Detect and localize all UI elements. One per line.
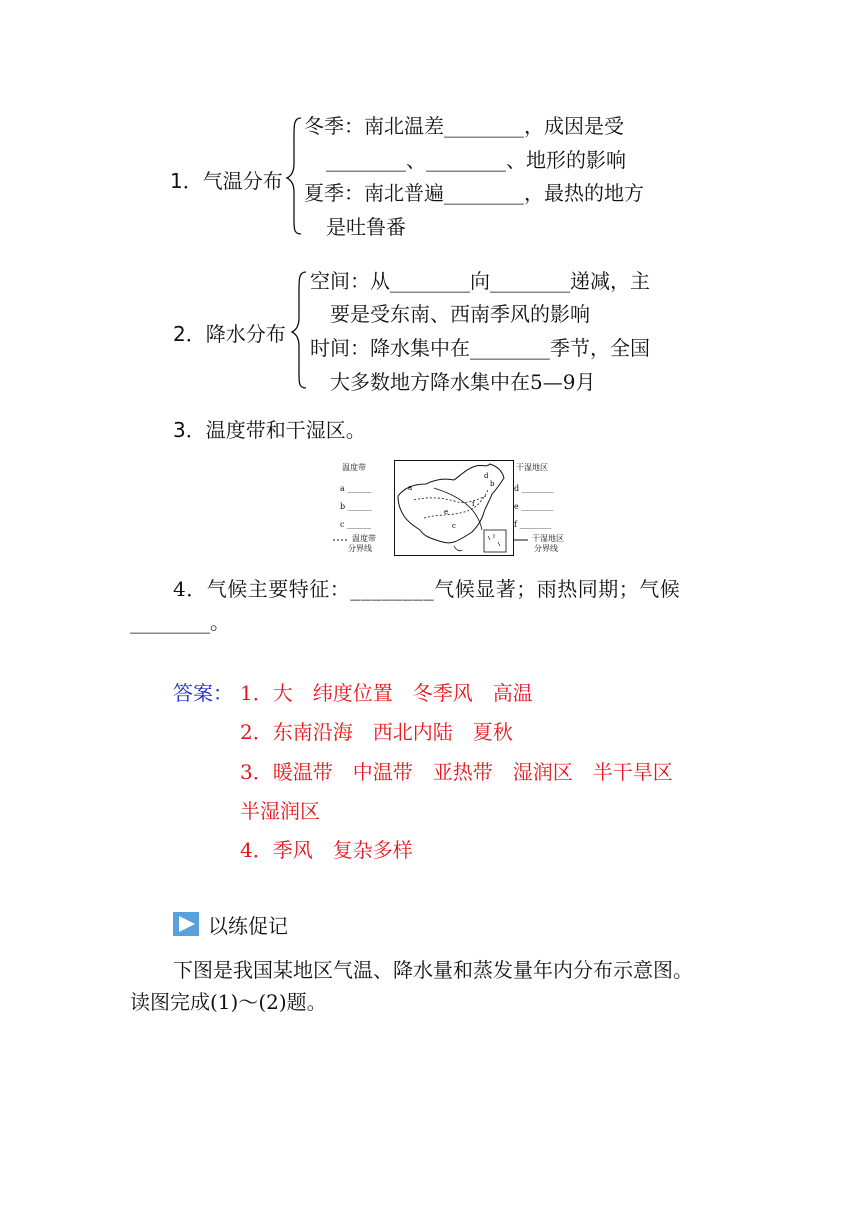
section2-title: 2．降水分布: [173, 322, 286, 346]
section1-title: 1．气温分布: [170, 169, 283, 193]
map-right-title: 干湿地区: [516, 463, 548, 472]
section3-title: 3．温度带和干湿区。: [173, 418, 366, 442]
section1-brace: [285, 116, 303, 236]
map-left-legend-dash: [333, 538, 347, 542]
practice-line1: 下图是我国某地区气温、降水量和蒸发量年内分布示意图。: [173, 958, 693, 982]
map-left-item-b: b ______: [340, 502, 372, 511]
map-right-legend-1: 干湿地区: [532, 534, 564, 543]
section1-line4: 是吐鲁番: [326, 215, 406, 239]
section1-line2: ________、________、地形的影响: [326, 148, 626, 172]
map-letter-b: b: [490, 480, 495, 488]
map-right-item-e: e ________: [514, 502, 554, 511]
map-left-title: 温度带: [342, 463, 366, 472]
section2-line2: 要是受东南、西南季风的影响: [330, 302, 590, 326]
map-left-legend-1: 温度带: [352, 534, 376, 543]
climate-map-figure: [330, 458, 580, 558]
section2-line1: 空间：从________向________递减，主: [310, 269, 650, 293]
map-left-legend-2: 分界线: [348, 544, 372, 553]
play-icon: [173, 912, 199, 936]
practice-heading: 以练促记: [208, 914, 288, 938]
map-right-item-f: f ________: [514, 520, 552, 529]
practice-line2: 读图完成(1)～(2)题。: [130, 990, 327, 1014]
map-letter-a: a: [408, 484, 413, 492]
map-left-item-c: c ______: [340, 520, 372, 529]
map-letter-c: c: [452, 522, 456, 530]
map-left-item-a: a ______: [340, 484, 372, 493]
map-right-legend-line: [514, 538, 528, 542]
answer-2: 2．东南沿海 西北内陆 夏秋: [240, 720, 513, 744]
section1-line1: 冬季：南北温差________，成因是受: [304, 114, 624, 138]
map-letter-e: e: [444, 508, 449, 516]
answer-4: 4．季风 复杂多样: [240, 838, 413, 862]
section2-line3: 时间：降水集中在________季节，全国: [310, 336, 650, 360]
map-letter-d: d: [484, 472, 489, 480]
answer-label: 答案：: [173, 681, 233, 705]
section1-line3: 夏季：南北普遍________，最热的地方: [304, 181, 644, 205]
answer-3: 3．暖温带 中温带 亚热带 湿润区 半干旱区: [240, 760, 673, 784]
china-map: [394, 460, 514, 556]
section4-line1: 4．气候主要特征：________气候显著；雨热同期；气候: [173, 577, 681, 601]
section2-brace: [290, 270, 308, 390]
section4-line2: ________。: [130, 610, 230, 634]
answer-1: 1．大 纬度位置 冬季风 高温: [240, 681, 533, 705]
map-right-legend-2: 分界线: [534, 544, 558, 553]
answer-3-continued: 半湿润区: [240, 799, 320, 823]
map-right-item-d: d ________: [514, 484, 554, 493]
map-letter-f: f: [472, 500, 475, 508]
section2-line4: 大多数地方降水集中在5—9月: [330, 370, 596, 394]
